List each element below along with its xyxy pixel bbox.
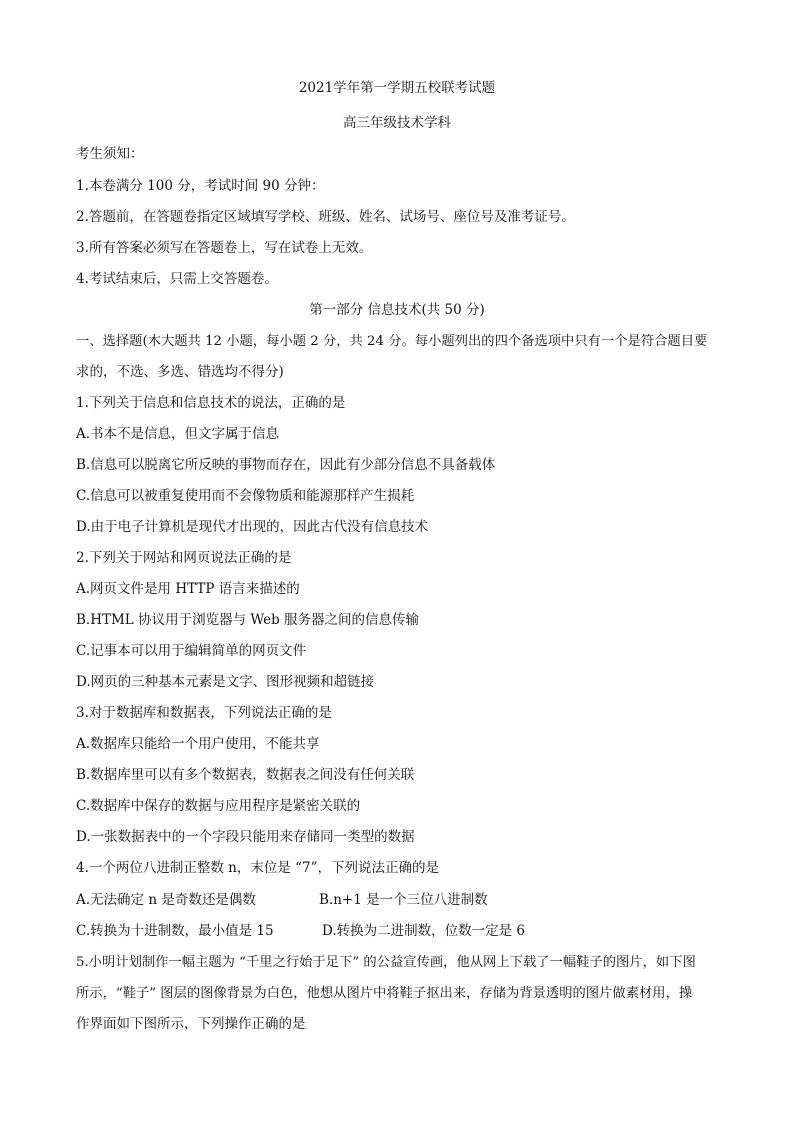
question-stem: 5.小明计划制作一幅主题为 “千里之行始于足下” 的公益宣传画，他从网上下载了一幅鞋子的图片，如下图 (76, 955, 696, 970)
option-d: D.由于电子计算机是现代才出现的，因此古代没有信息技术 (76, 519, 429, 535)
option-d: D.一张数据表中的一个字段只能用来存储同一类型的数据 (76, 829, 415, 845)
option-b: B.HTML 协议用于浏览器与 Web 服务器之间的信息传输 (76, 612, 420, 628)
question-stem: 4.一个两位八进制正整数 n，末位是 “7”，下列说法正确的是 (76, 860, 440, 876)
question-stem-cont: 作界面如下图所示，下列操作正确的是 (76, 1016, 306, 1032)
section-instructions: 一、选择题(木大题共 12 小题，每小题 2 分，共 24 分。每小题列出的四个备选项中只有一个是符合题目要 (76, 334, 708, 349)
notice-item: 1.本卷满分 100 分，考试时间 90 分钟： (76, 178, 325, 194)
part-title: 第一部分 信息技术(共 50 分) (309, 302, 485, 318)
option-d: D.转换为二进制数，位数一定是 6 (322, 923, 526, 939)
question-stem: 1.下列关于信息和信息技术的说法，正确的是 (76, 395, 346, 411)
notice-item: 4.考试结束后，只需上交答题卷。 (76, 271, 278, 287)
notice-heading: 考生须知： (76, 146, 144, 162)
option-b: B.n+1 是一个三位八进制数 (319, 892, 488, 908)
option-c: C.数据库中保存的数据与应用程序是紧密关联的 (76, 798, 361, 814)
notice-item: 3.所有答案必须写在答题卷上，写在试卷上无效。 (76, 240, 373, 256)
section-instructions-cont: 求的，不选、多选、错选均不得分) (76, 364, 284, 380)
option-a: A.网页文件是用 HTTP 语言来描述的 (76, 581, 300, 597)
option-d: D.网页的三种基本元素是文字、图形视频和超链接 (76, 674, 375, 690)
question-stem: 2.下列关于网站和网页说法正确的是 (76, 550, 292, 566)
exam-subtitle: 高三年级技术学科 (343, 115, 451, 131)
option-a: A.无法确定 n 是奇数还是偶数 (76, 892, 256, 908)
exam-title: 2021学年第一学期五校联考试题 (298, 80, 496, 96)
option-b: B.信息可以脱离它所反映的事物而存在，因此有少部分信息不具备载体 (76, 457, 496, 473)
option-b: B.数据库里可以有多个数据表，数据表之间没有任何关联 (76, 767, 415, 783)
option-a: A.数据库只能给一个用户使用，不能共享 (76, 736, 320, 752)
question-stem-cont: 所示，“鞋子” 图层的图像背景为白色，他想从图片中将鞋子抠出来，存储为背景透明的图片做素材用，操 (76, 986, 693, 1001)
notice-item: 2.答题前，在答题卷指定区域填写学校、班级、姓名、试场号、座位号及准考证号。 (76, 209, 575, 225)
question-stem: 3.对于数据库和数据表，下列说法正确的是 (76, 705, 332, 721)
option-c: C.转换为十进制数，最小值是 15 (76, 923, 274, 939)
option-a: A.书本不是信息，但文字属于信息 (76, 426, 280, 442)
option-c: C.记事本可以用于编辑简单的网页文件 (76, 643, 307, 659)
option-c: C.信息可以被重复使用而不会像物质和能源那样产生损耗 (76, 488, 415, 504)
